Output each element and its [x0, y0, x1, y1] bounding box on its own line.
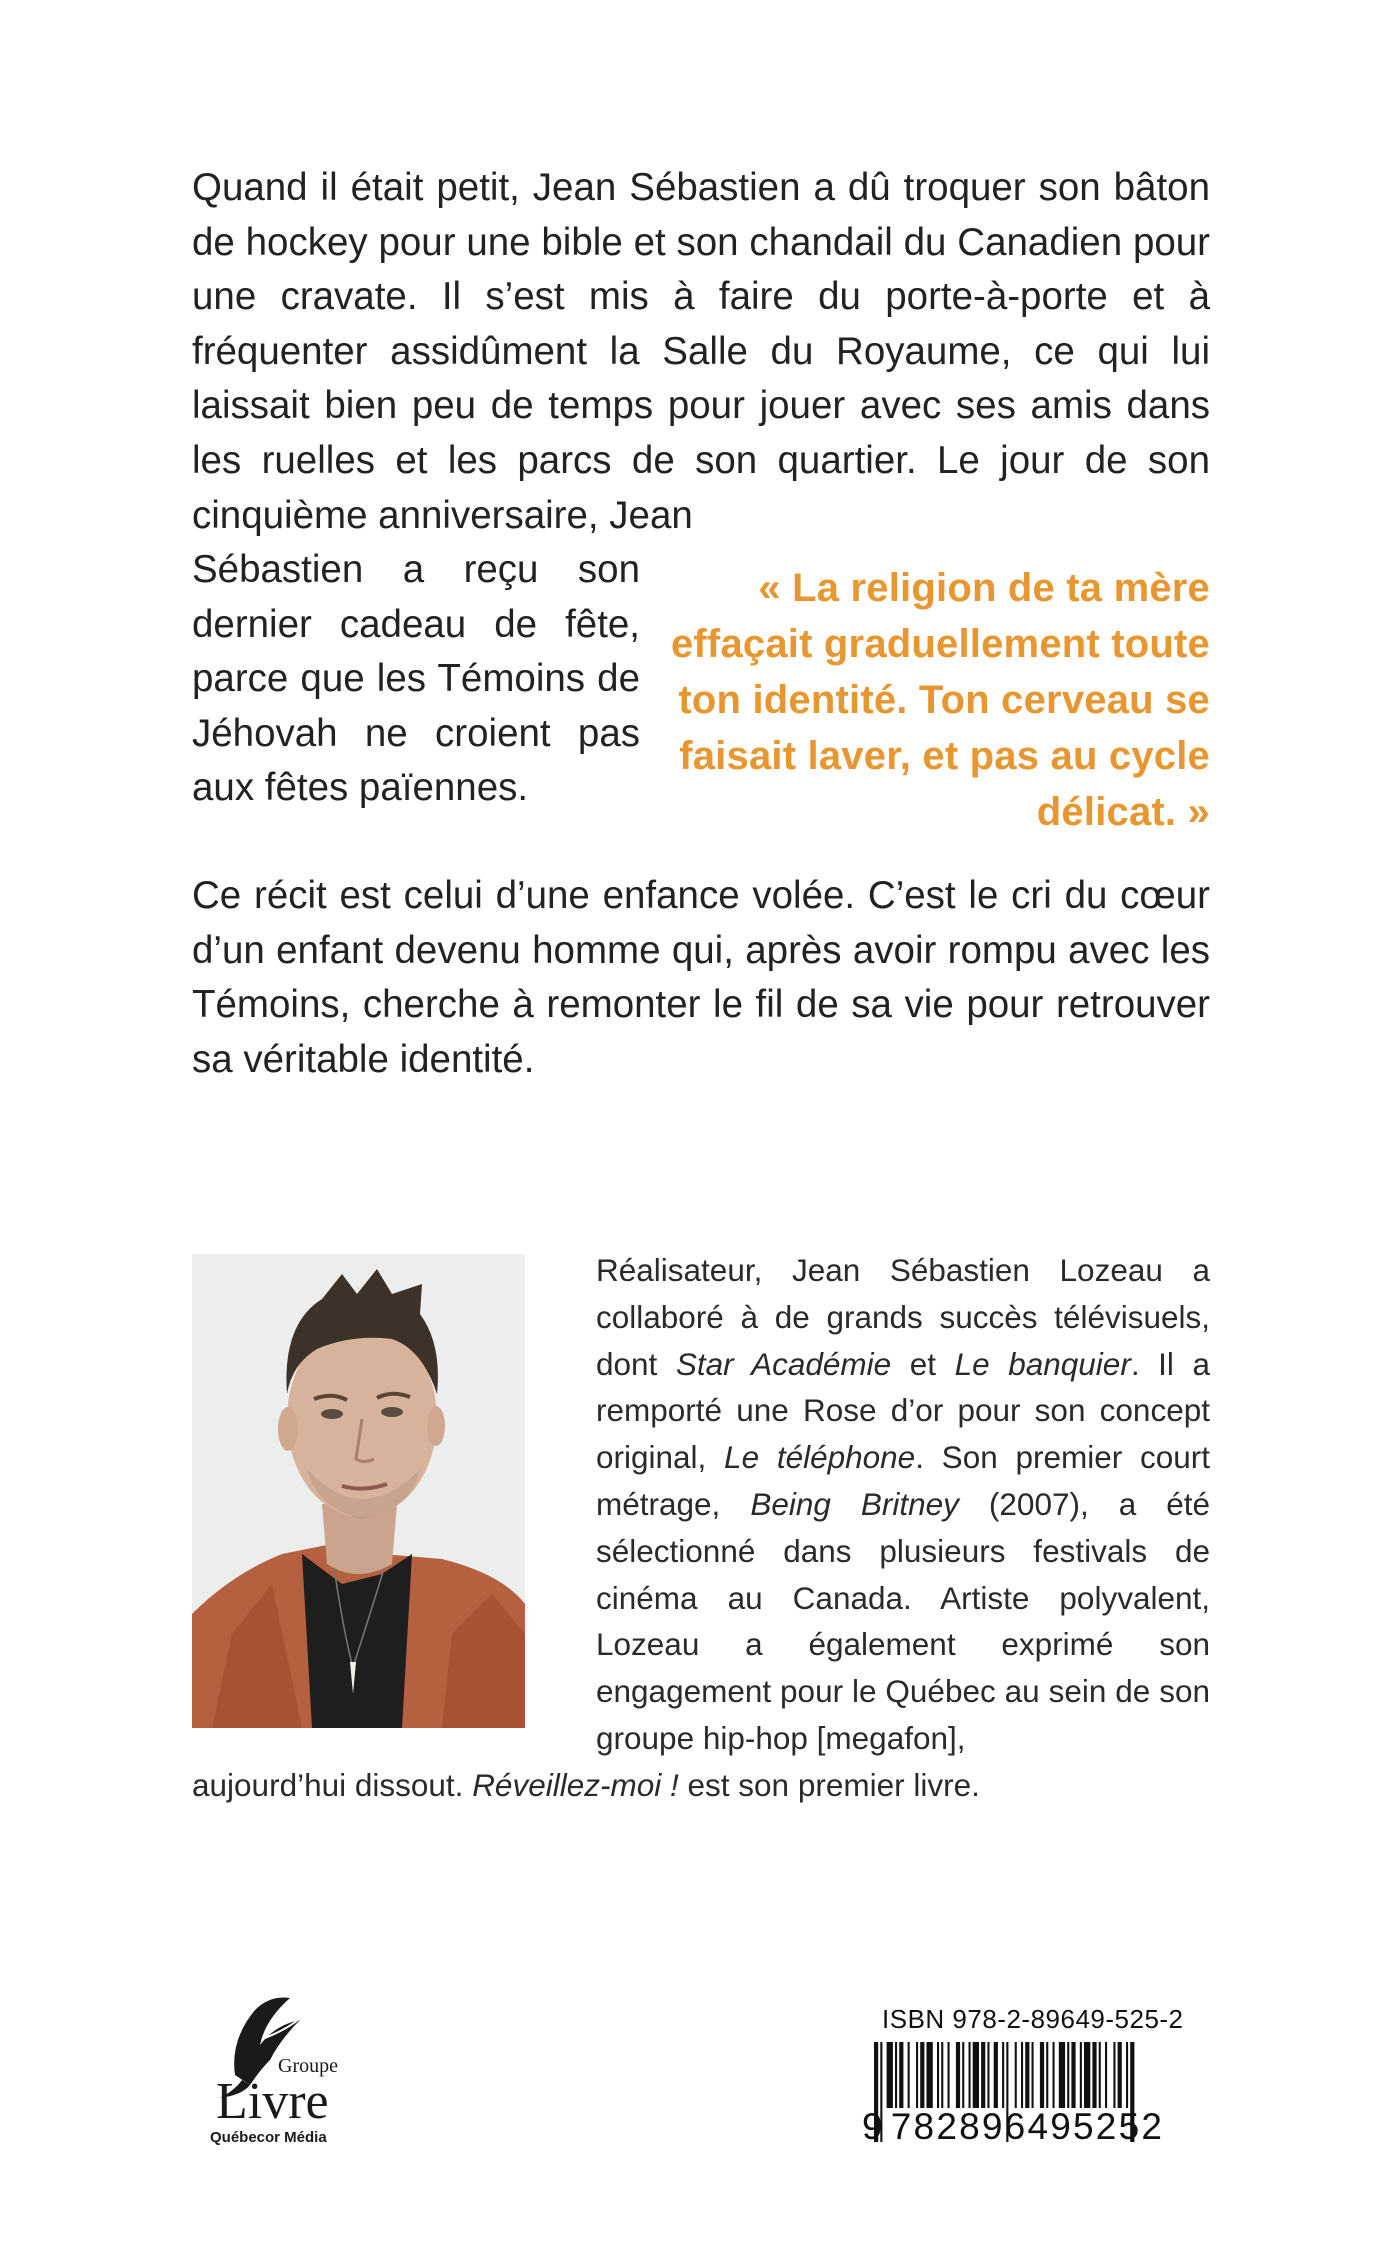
barcode-bar: [1046, 2042, 1048, 2108]
barcode-bar: [962, 2042, 964, 2108]
barcode-bar: [1105, 2042, 1107, 2108]
bio-text: . Il a remporté une Rose d’or pour son concept original,: [596, 1345, 1210, 1476]
pull-quote: « La religion de ta mère effaçait graduellement toute ton identité. Ton cerveau se faisait laver, et pas au cycle délicat. »: [670, 566, 1210, 834]
barcode-bar: [927, 2042, 933, 2108]
barcode-bar: [1126, 2042, 1128, 2108]
bio-text: aujourd’hui dissout.: [192, 1767, 473, 1803]
barcode-bar: [908, 2042, 910, 2108]
barcode-bar: [1025, 2042, 1029, 2108]
leaf-logo-icon: [180, 1990, 380, 2150]
barcode-bar: [1067, 2042, 1069, 2108]
barcode-bar: [981, 2042, 985, 2108]
author-bio-last-line: [192, 1762, 1210, 1809]
barcode-bar: [1021, 2042, 1023, 2108]
barcode-bar: [1071, 2042, 1075, 2108]
publisher-line-2: Livre: [216, 2073, 329, 2130]
barcode-bar: [899, 2042, 903, 2108]
barcode-bar: [1080, 2042, 1082, 2108]
barcode-bar: [973, 2042, 979, 2108]
barcode-bar: [937, 2042, 939, 2108]
barcode-bar: [1053, 2042, 1055, 2108]
publisher-logo: [180, 1990, 380, 2150]
barcode-bar: [1118, 2042, 1122, 2108]
blurb-text-1: Quand il était petit, Jean Sébastien a dû troquer son bâton de hockey pour une bible et son chandail du Canadien pour une cravate. Il s’est mis à faire du porte-à-porte et à fréquenter assidûment la Salle du Royaume, ce qui lui laissait bien peu de temps pour jouer avec ses amis dans les ruelles et les parcs de son quartier. Le jour de son cinquième anniversaire, Jean: [192, 166, 1210, 537]
barcode-digits: [862, 2106, 1212, 2148]
barcode-digits-group-1: 782896: [890, 2106, 1028, 2147]
bio-title-le-telephone: Le téléphone: [724, 1439, 916, 1476]
bio-title-star-academie: Star Académie: [675, 1345, 892, 1382]
barcode-bar: [916, 2042, 918, 2108]
barcode-digits-group-2: 495252: [1027, 2106, 1165, 2147]
blurb-paragraph-1: [192, 161, 1210, 543]
barcode-bar: [1092, 2042, 1096, 2108]
barcode-bar: [969, 2042, 971, 2108]
barcode-bar: [1040, 2042, 1044, 2108]
author-portrait-illustration: [192, 1254, 525, 1728]
barcode-bar: [948, 2042, 950, 2108]
barcode-bar: [1113, 2042, 1115, 2108]
blurb-paragraph-1-continued: Sébastien a reçu son dernier cadeau de fête, parce que les Témoins de Jéhovah ne croient pas aux fêtes païennes.: [192, 548, 640, 810]
bio-title-le-banquier: Le banquier: [954, 1345, 1131, 1382]
barcode-bar: [987, 2042, 989, 2108]
barcode-bar: [895, 2042, 897, 2108]
barcode-bar: [887, 2042, 893, 2108]
blurb-paragraph-2: [192, 869, 1210, 1087]
barcode-bar: [1059, 2042, 1065, 2108]
barcode-bar: [1015, 2042, 1017, 2108]
author-bio: [596, 1247, 1210, 1762]
bio-text: . Son premier court métrage,: [596, 1439, 1210, 1522]
bio-text: et: [891, 1345, 955, 1382]
isbn-label: ISBN 978-2-89649-525-2: [882, 2004, 1184, 2034]
barcode-bar: [956, 2042, 960, 2108]
bio-text: Réalisateur, Jean Sébastien Lozeau a collaboré à de grands succès télévisuels, dont: [596, 1252, 1210, 1382]
bio-text: (2007), a été sélectionné dans plusieurs festivals de cinéma au Canada. Artiste polyvalent, Lozeau a également exprimé son engagement pour le Québec au sein de son groupe hip-hop [megafon],: [596, 1485, 1211, 1756]
author-photo: [192, 1254, 525, 1728]
publisher-line-1: Groupe: [278, 2055, 338, 2077]
barcode-bar: [1032, 2042, 1034, 2108]
barcode-bar: [941, 2042, 943, 2108]
barcode-digit-lead: 9: [862, 2106, 885, 2147]
barcode-bar: [994, 2042, 998, 2108]
publisher-line-3: Québecor Média: [210, 2129, 327, 2146]
barcode-bar: [1084, 2042, 1090, 2108]
bio-title-being-britney: Being Britney: [750, 1485, 959, 1522]
bio-text: est son premier livre.: [678, 1767, 980, 1803]
blurb-text-2: Ce récit est celui d’une enfance volée. C’est le cri du cœur d’un enfant devenu homme qui, après avoir rompu avec les Témoins, cherche à remonter le fil de sa vie pour retrouver sa véritable identité.: [192, 874, 1210, 1081]
barcode-bar: [1099, 2042, 1101, 2108]
barcode-bar: [1002, 2042, 1004, 2108]
bio-title-reveillez-moi: Réveillez-moi !: [472, 1767, 679, 1803]
barcode-bar: [920, 2042, 924, 2108]
